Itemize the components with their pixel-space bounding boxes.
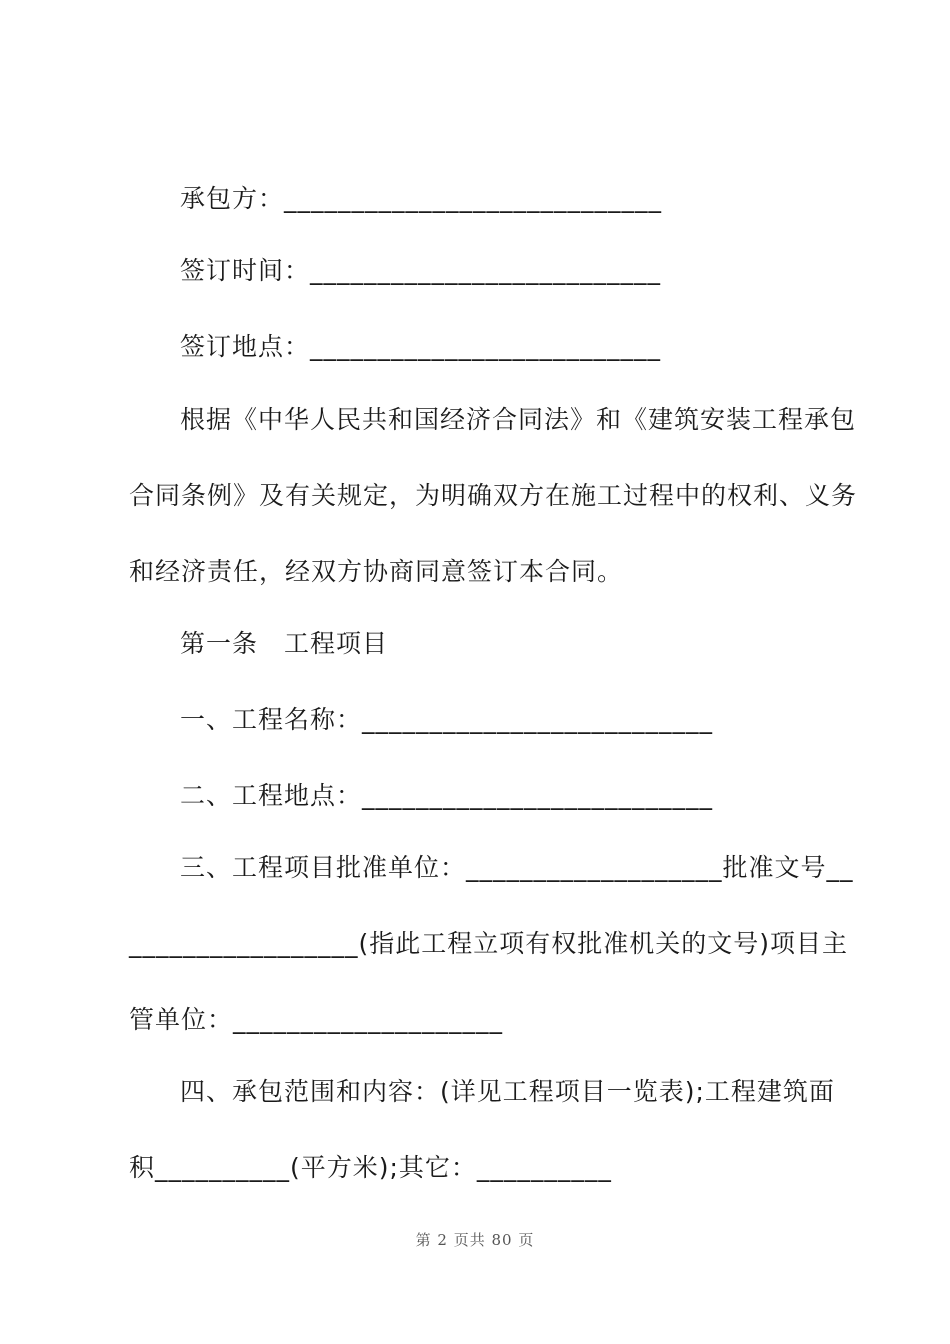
contractor-field: 承包方：____________________________	[180, 184, 663, 213]
approval-unit-line-3: 管单位：____________________	[129, 1005, 504, 1034]
signing-time-field: 签订时间：__________________________	[180, 256, 662, 285]
scope-line-1: 四、承包范围和内容：(详见工程项目一览表);工程建筑面	[180, 1077, 835, 1106]
page-footer: 第 2 页共 80 页	[415, 1231, 535, 1249]
article-one-heading: 第一条 工程项目	[180, 629, 389, 658]
project-name-field: 一、工程名称：__________________________	[180, 705, 714, 734]
approval-unit-line-1: 三、工程项目批准单位：___________________批准文号__	[180, 853, 854, 882]
approval-unit-line-2: _________________(指此工程立项有权批准机关的文号)项目主	[129, 929, 849, 958]
preamble-line-1: 根据《中华人民共和国经济合同法》和《建筑安装工程承包	[180, 405, 857, 434]
preamble-line-2: 合同条例》及有关规定，为明确双方在施工过程中的权利、义务	[129, 481, 858, 510]
scope-line-2: 积__________(平方米);其它：__________	[129, 1153, 612, 1182]
project-location-field: 二、工程地点：__________________________	[180, 781, 714, 810]
signing-place-field: 签订地点：__________________________	[180, 332, 662, 361]
preamble-line-3: 和经济责任，经双方协商同意签订本合同。	[129, 557, 624, 586]
